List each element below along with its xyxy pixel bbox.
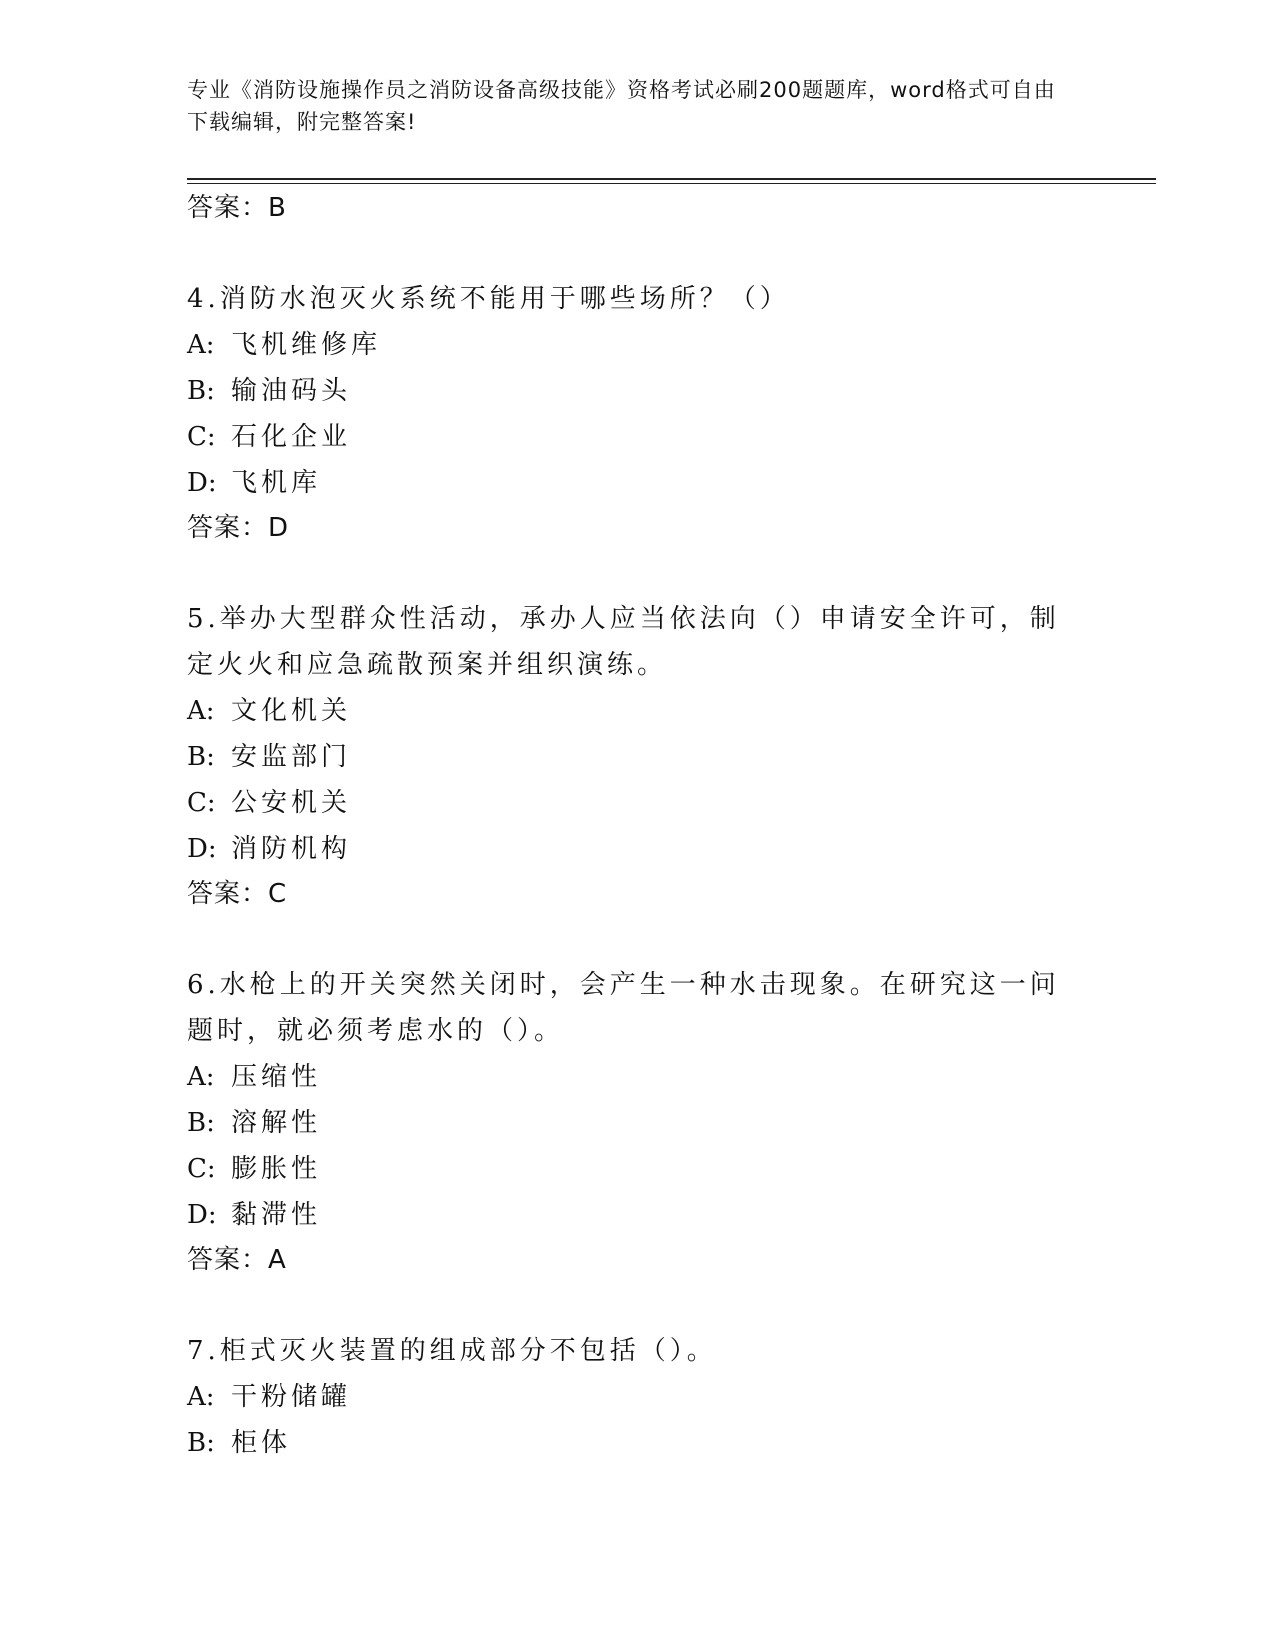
question-block bbox=[187, 276, 1087, 596]
answer-option bbox=[187, 368, 1087, 414]
question-block bbox=[187, 962, 1087, 1328]
option-text: 干粉储罐 bbox=[231, 1382, 352, 1412]
option-label: B: bbox=[187, 742, 215, 772]
answer-option bbox=[187, 414, 1087, 460]
option-text: 柜体 bbox=[231, 1428, 292, 1458]
header-rule-thick bbox=[187, 178, 1156, 180]
answer-option bbox=[187, 1192, 1087, 1238]
option-text: 膨胀性 bbox=[231, 1154, 322, 1184]
option-label: A: bbox=[187, 1382, 215, 1412]
answer-option bbox=[187, 1100, 1087, 1146]
option-label: D: bbox=[187, 834, 217, 864]
option-text: 黏滞性 bbox=[231, 1200, 322, 1230]
option-label: C: bbox=[187, 1154, 216, 1184]
answer-option bbox=[187, 460, 1087, 506]
answer-line: 答案：B bbox=[187, 193, 287, 223]
answer-option bbox=[187, 688, 1087, 734]
question-text: 7.柜式灭火装置的组成部分不包括（）。 bbox=[187, 1336, 717, 1366]
block-spacer bbox=[187, 550, 1087, 596]
question-block bbox=[187, 596, 1087, 962]
option-label: B: bbox=[187, 1428, 215, 1458]
answer-option bbox=[187, 826, 1087, 872]
option-label: B: bbox=[187, 376, 215, 406]
question-text: 6.水枪上的开关突然关闭时，会产生一种水击现象。在研究这一问题时，就必须考虑水的（）。 bbox=[187, 970, 1060, 1046]
answer-option bbox=[187, 1374, 1087, 1420]
question-text: 5.举办大型群众性活动，承办人应当依法向（）申请安全许可，制定火火和应急疏散预案并组织演练。 bbox=[187, 604, 1060, 680]
option-label: C: bbox=[187, 422, 216, 452]
option-text: 飞机库 bbox=[231, 468, 322, 498]
option-text: 飞机维修库 bbox=[231, 330, 382, 360]
option-text: 消防机构 bbox=[231, 834, 352, 864]
option-label: D: bbox=[187, 1200, 217, 1230]
block-spacer bbox=[187, 916, 1087, 962]
answer-option bbox=[187, 322, 1087, 368]
answer-option bbox=[187, 1146, 1087, 1192]
block-spacer bbox=[187, 230, 1087, 276]
option-label: A: bbox=[187, 330, 215, 360]
question-text: 4.消防水泡灭火系统不能用于哪些场所？（） bbox=[187, 284, 790, 314]
option-text: 文化机关 bbox=[231, 696, 352, 726]
question-list bbox=[187, 186, 1087, 1466]
option-text: 压缩性 bbox=[231, 1062, 322, 1092]
answer-line: 答案：C bbox=[187, 879, 288, 909]
answer-line: 答案：A bbox=[187, 1245, 287, 1275]
option-label: B: bbox=[187, 1108, 215, 1138]
option-label: D: bbox=[187, 468, 217, 498]
answer-option bbox=[187, 780, 1087, 826]
answer-option bbox=[187, 1420, 1087, 1466]
option-text: 公安机关 bbox=[231, 788, 352, 818]
option-label: A: bbox=[187, 696, 215, 726]
option-label: C: bbox=[187, 788, 216, 818]
answer-option bbox=[187, 734, 1087, 780]
option-text: 溶解性 bbox=[231, 1108, 322, 1138]
block-spacer bbox=[187, 1282, 1087, 1328]
option-text: 安监部门 bbox=[231, 742, 352, 772]
option-label: A: bbox=[187, 1062, 215, 1092]
answer-line: 答案：D bbox=[187, 513, 290, 543]
answer-option bbox=[187, 1054, 1087, 1100]
document-header: 专业《消防设施操作员之消防设备高级技能》资格考试必刷200题题库，word格式可自由下载编辑，附完整答案! bbox=[187, 78, 1056, 134]
option-text: 输油码头 bbox=[231, 376, 352, 406]
option-text: 石化企业 bbox=[231, 422, 352, 452]
header-rule-thin bbox=[187, 183, 1156, 184]
question-block bbox=[187, 1328, 1087, 1466]
